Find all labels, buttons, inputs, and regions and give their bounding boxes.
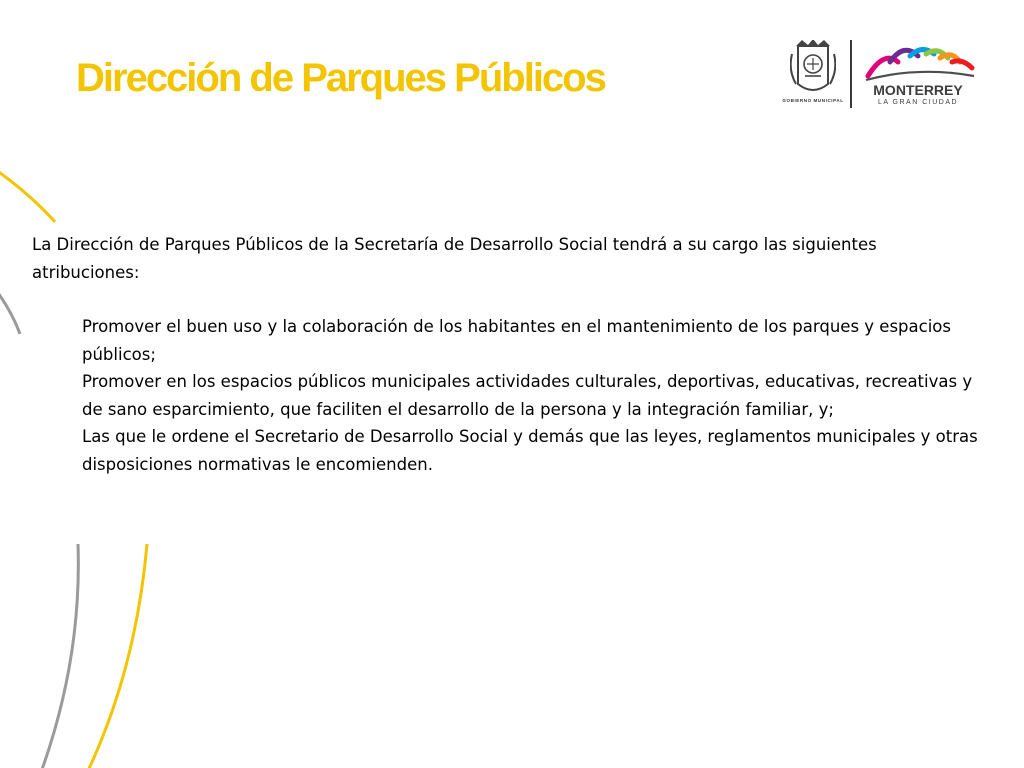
brand-tagline: LA GRAN CIUDAD — [877, 99, 959, 106]
list-item: Promover en los espacios públicos municipales actividades culturales, deportivas, educativas, recreativas y de sano esparcimiento, que faciliten el desarrollo de la persona y la integración familiar, y; — [82, 372, 973, 419]
logo-divider — [850, 40, 852, 108]
gray-arc-bottom — [40, 544, 78, 768]
intro-paragraph: La Dirección de Parques Públicos de la Secretaría de Desarrollo Social tendrá a su cargo las siguientes atribuciones: — [32, 235, 877, 282]
brand-name: MONTERREY — [873, 82, 963, 98]
body-text — [32, 231, 982, 478]
page-title: Dirección de Parques Públicos — [76, 56, 605, 100]
list-item: Promover el buen uso y la colaboración de los habitantes en el mantenimiento de los parques y espacios públicos; — [82, 317, 951, 364]
list-item: Las que le ordene el Secretario de Desarrollo Social y demás que las leyes, reglamentos municipales y otras disposiciones normativas le encomienden. — [82, 427, 978, 474]
monterrey-logo-icon — [864, 40, 976, 84]
logo-group — [780, 36, 990, 110]
yellow-arc-bottom — [86, 544, 147, 768]
seal-caption: GOBIERNO MUNICIPAL — [782, 98, 844, 103]
gray-arc-top — [0, 290, 20, 334]
yellow-arc-top — [0, 170, 55, 222]
attributions-list — [32, 313, 982, 478]
municipal-seal-icon — [790, 40, 836, 98]
